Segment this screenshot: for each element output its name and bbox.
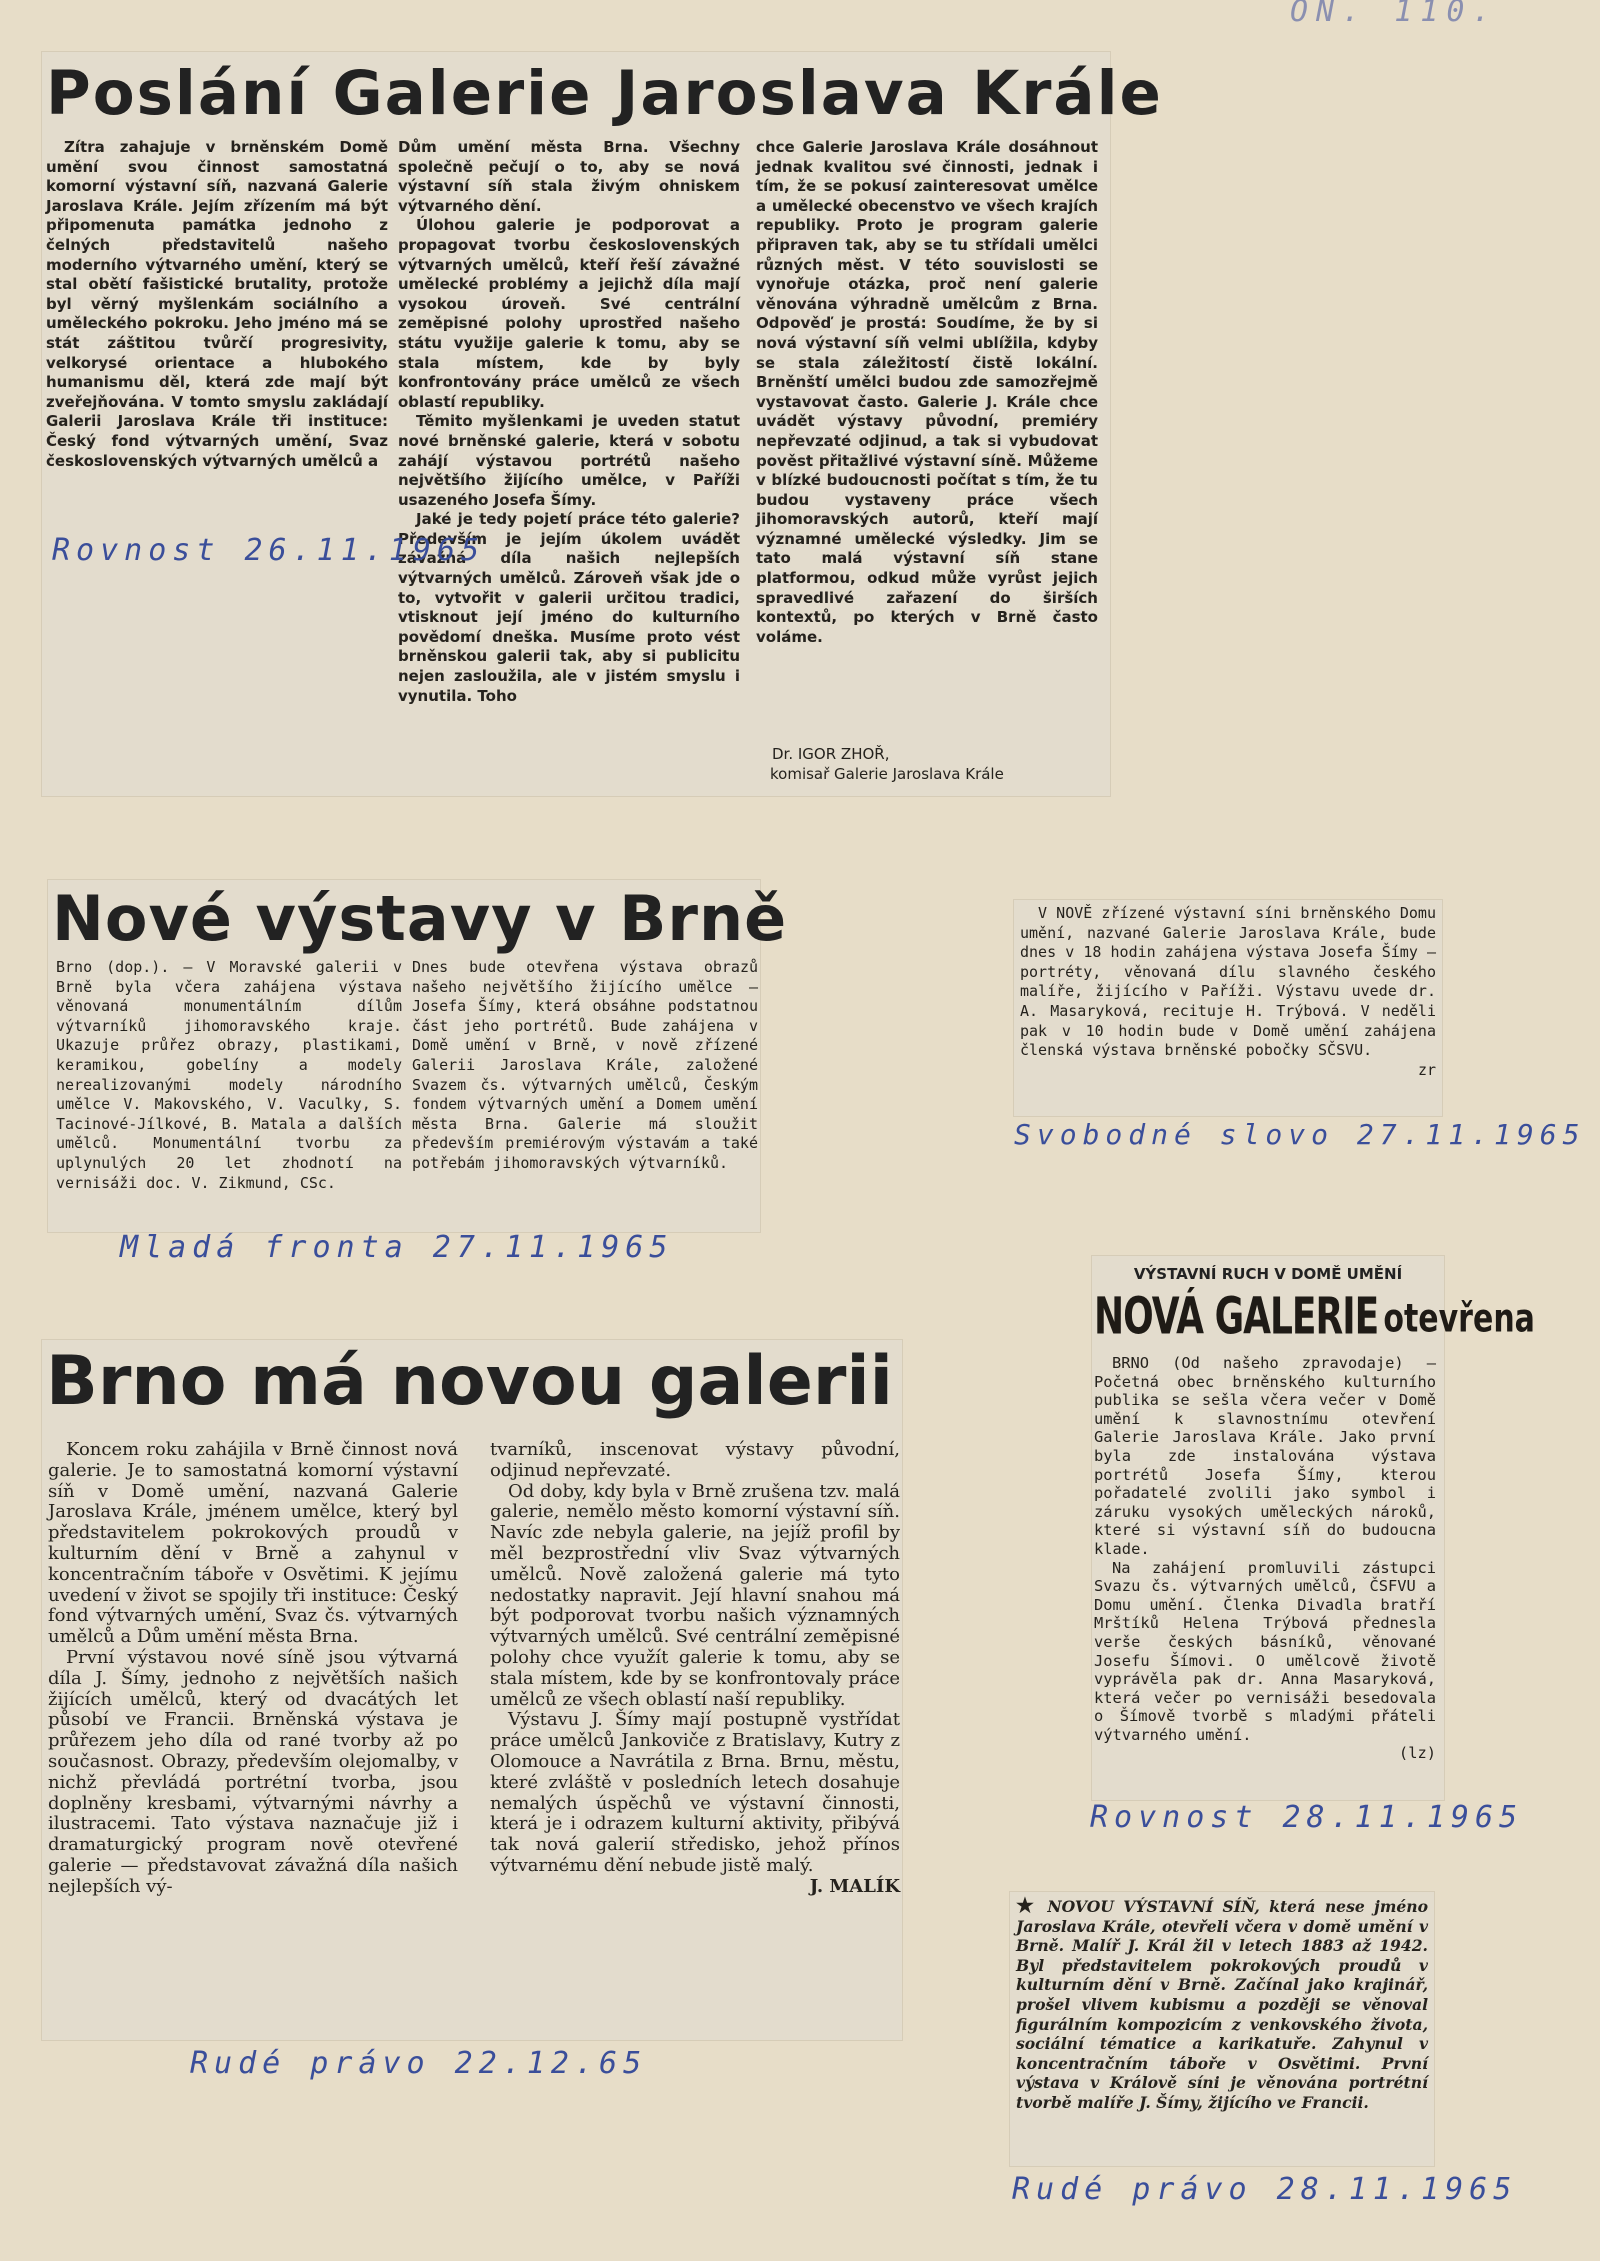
signature: zr (1417, 1060, 1436, 1079)
article-column (46, 138, 388, 538)
author-name: J. MALÍK (809, 1875, 900, 1897)
source-note: Rovnost 26.11.1965 (52, 533, 486, 568)
article-column (398, 138, 740, 788)
paragraph: BRNO (Od našeho zpravodaje) — Početná obec brněnského kulturního publika se sešla včera večer v Domě umění k slavnostnímu otevření Galerie Jaroslava Krále. Jako první byla zde instalována výstava portrétů Josefa Šímy, kterou pořadatelé zvolili jako symbol i záruku vysokých uměleckých nároků, které si výstavní síň do budoucna klade. (1094, 1354, 1436, 1558)
source-note: Rovnost 28.11.1965 (1090, 1800, 1524, 1835)
article-column (1020, 904, 1436, 1114)
author-title: komisař Galerie Jaroslava Krále (770, 764, 1004, 783)
paragraph: chce Galerie Jaroslava Krále dosáhnout jednak kvalitou své činnosti, jednak i tím, že se pokusí zainteresovat umělce a umělecké obecenstvo ve všech krajích republiky. Proto je program galerie připraven tak, aby se tu střídali umělci různých měst. V této souvislosti se vynořuje otázka, proč není galerie věnována výhradně umělcům z Brna. Odpověď je prostá: Soudíme, že by si nová výstavní síň velmi ublížila, kdyby se stala záležitostí čistě lokální. Brněnští umělci budou zde samozřejmě vystavovat často. Galerie J. Krále chce uvádět výstavy původní, premiéry nepřevzaté odjinud, a tak si vybudovat pověst přitažlivé výstavní síně. Můžeme v blízké budoucnosti počítat s tím, že tu budou vystaveny práce všech jihomoravských autorů, kteří mají významné umělecké výsledky. Jim se tato malá výstavní síň stane platformou, odkud může vyrůst jejich spravedlivé zařazení do širších kontextů, po kterých v Brně často voláme. (756, 138, 1098, 646)
author-byline (770, 745, 1100, 791)
headline-brno-galerie: Brno má novou galerii (46, 1342, 893, 1421)
article-column (48, 1440, 458, 2040)
headline-poslani: Poslání Galerie Jaroslava Krále (46, 58, 1163, 129)
source-note: Mladá fronta 27.11.1965 (120, 1230, 674, 1265)
headline-nova-galerie (1094, 1288, 1535, 1352)
paragraph: Dům umění města Brna. Všechny společně pečují o to, aby se nová výstavní síň stala živým ohniskem výtvarného dění. (398, 138, 740, 215)
signature: (lz) (1398, 1744, 1436, 1763)
source-note: Svobodné slovo 27.11.1965 (1014, 1118, 1586, 1151)
paragraph: tvarníků, inscenovat výstavy původní, odjinud nepřevzaté. (490, 1439, 900, 1481)
paragraph: Výstavu J. Šímy mají postupně vystřídat práce umělců Jankoviče z Bratislavy, Kutry z Olomouce a Navrátila z Brna. Brnu, městu, které zvláště v posledních letech dosahuje nemalých úspěchů ve výstavní činnosti, která je i odrazem kulturní aktivity, přibývá tak nová galerií středisko, jehož přínos výtvarnému dění nebude jistě malý. (490, 1709, 900, 1876)
author-name: Dr. IGOR ZHOŘ, (772, 745, 890, 763)
article-column (490, 1440, 900, 2040)
paragraph: Jaké je tedy pojetí práce této galerie? Především je jejím úkolem uvádět závažná díla našich nejlepších výtvarných umělců. Zároveň však jde o to, vytvořit v galerii určitou tradici, vtisknout její jméno do kulturního povědomí dneška. Musíme proto vést brněnskou galerii tak, aby si publicitu nejen zasloužila, ale v jistém smyslu i vynutila. Toho (398, 510, 740, 705)
paragraph: Těmito myšlenkami je uveden statut nové brněnské galerie, která v sobotu zahájí výstavou portrétů našeho největšího žijícího umělce, v Paříži usazeného Josefa Šímy. (398, 412, 740, 509)
article-text: NOVOU VÝSTAVNÍ SÍŇ, která nese jméno Jaroslava Krále, otevřeli včera v domě umění v Brně. Malíř J. Král žil v letech 1883 až 1942. Byl představitelem pokrokových proudů v kulturním dění v Brně. Začínal jako krajinář, prošel vlivem kubismu a později se věnoval figurálním kompozicím z venkovského života, sociální tématice a karikatuře. Zahynul v koncentračním táboře v Osvětimi. První výstava v Králově síni je věnována portrétní tvorbě malíře J. Šímy, žijícího ve Francii. (1016, 1897, 1428, 2112)
kicker: VÝSTAVNÍ RUCH V DOMĚ UMĚNÍ (1133, 1265, 1403, 1283)
paragraph: Brno (dop.). — V Moravské galerii v Brně byla včera zahájena výstava věnovaná monumentálním dílům výtvarníků jihomoravského kraje. Ukazuje průřez obrazy, plastikami, keramikou, gobelíny a modely nerealizovanými modely národního umělce V. Makovského, V. Vaculky, S. Tacinové-Jílkové, B. Matala a dalších umělců. Monumentální tvorbu za uplynulých 20 let zhodnotí na vernisáži doc. V. Zikmund, CSc. (56, 958, 402, 1192)
headline-part-b: otevřena (1383, 1296, 1535, 1343)
source-note: Rudé právo 22.12.65 (190, 2046, 648, 2081)
headline-part-a: NOVÁ GALERIE (1094, 1288, 1379, 1346)
paragraph: Koncem roku zahájila v Brně činnost nová galerie. Je to samostatná komorní výstavní síň v Domě umění, nazvaná Galerie Jaroslava Krále, jménem umělce, který byl představitelem pokrokových proudů v kulturním dění v Brně a zahynul v koncentračním táboře v Osvětimi. K jejímu uvedení v život se spojily tři instituce: Český fond výtvarných umění, Svaz čs. výtvarných umělců a Dům umění města Brna. (48, 1439, 458, 1648)
article-column (1016, 1893, 1428, 2162)
headline-nove-vystavy: Nové výstavy v Brně (52, 882, 788, 955)
paragraph: Úlohou galerie je podporovat a propagovat tvorbu československých výtvarných umělců, kteří řeší závažné umělecké problémy a jejichž díla mají vysokou úroveň. Své centrální zeměpisné polohy uprostřed našeho státu využije galerie k tomu, aby se stala místem, kde by byly konfrontovány práce umělců ze všech oblastí republiky. (398, 216, 740, 411)
paragraph: Od doby, kdy byla v Brně zrušena tzv. malá galerie, nemělo město komorní výstavní síň. Navíc zde nebyla galerie, na jejíž profil by měl bezprostřední vliv Svaz výtvarných umělců. Nově založená galerie má tyto nedostatky napravit. Její hlavní snahou má být podporovat tvorbu našich významných výtvarných umělců. Své centrální zeměpisné polohy chce využít galerie k tomu, aby se stala místem, kde by se konfrontovaly práce umělců ze všech oblastí naší republiky. (490, 1480, 900, 1710)
paragraph (1016, 1893, 1428, 2113)
source-note: Rudé právo 28.11.1965 (1012, 2172, 1518, 2207)
corner-note: ON. 110. (1290, 0, 1499, 29)
article-column (56, 958, 402, 1228)
paragraph: První výstavou nové síně jsou výtvarná díla J. Šímy, jednoho z největších našich žijících umělců, který od dvacátých let působí ve Francii. Brněnská výstava je průřezem jeho díla od rané tvorby až po současnost. Obrazy, především olejomalby, v nichž převládá portrétní tvorba, jsou doplněny kresbami, výtvarnými návrhy a ilustracemi. Tato výstava naznačuje již i dramaturgický program nově otevřené galerie — představovat závažná díla našich nejlepších vý- (48, 1646, 458, 1897)
paragraph: V NOVĚ zřízené výstavní síni brněnského Domu umění, nazvané Galerie Jaroslava Krále, bude dnes v 18 hodin zahájena výstava Josefa Šímy — portréty, věnovaná dílu slavného českého malíře, žijícího v Paříži. Výstavu uvede dr. A. Masaryková, recituje H. Trýbová. V neděli pak v 10 hodin bude v Domě umění zahájena členská výstava brněnské pobočky SČSVU. (1020, 904, 1436, 1060)
paragraph: Na zahájení promluvili zástupci Svazu čs. výtvarných umělců, ČSFVU a Domu umění. Členka Divadla bratří Mrštíků Helena Trýbová přednesla verše českých básníků, věnované Josefu Šímovi. O umělcově životě vyprávěla pak dr. Anna Masaryková, která večer po vernisáži besedovala o Šímově tvorbě s mladými přáteli výtvarného umění. (1094, 1558, 1436, 1744)
article-column (756, 138, 1098, 738)
star-icon: ★ (1016, 1893, 1038, 1917)
article-column (1094, 1354, 1436, 1794)
paragraph: Zítra zahajuje v brněnském Domě umění svou činnost samostatná komorní výstavní síň, nazvaná Galerie Jaroslava Krále. Jejím zřízením má být připomenuta památka jednoho z čelných představitelů našeho moderního výtvarného umění, který se stal obětí fašistické brutality, protože byl věrný myšlenkám sociálního a uměleckého pokroku. Jeho jméno má se stát záštitou tvůrčí progresivity, velkorysé orientace a hlubokého humanismu děl, která zde mají být zveřejňována. V tomto smyslu zakládají Galerii Jaroslava Krále tři instituce: Český fond výtvarných umění, Svaz československých výtvarných umělců a (46, 138, 388, 470)
article-column (412, 958, 758, 1228)
paragraph: Dnes bude otevřena výstava obrazů našeho největšího žijícího umělce — Josefa Šímy, která obsáhne podstatnou část jeho portrétů. Bude zahájena v Domě umění v Brně, v nově zřízené Galerii Jaroslava Krále, založené Svazem čs. výtvarných umělců, Českým fondem výtvarných umění a Domem umění města Brna. Galerie má sloužit především premiérovým výstavám a také potřebám jihomoravských výtvarníků. (412, 958, 758, 1172)
